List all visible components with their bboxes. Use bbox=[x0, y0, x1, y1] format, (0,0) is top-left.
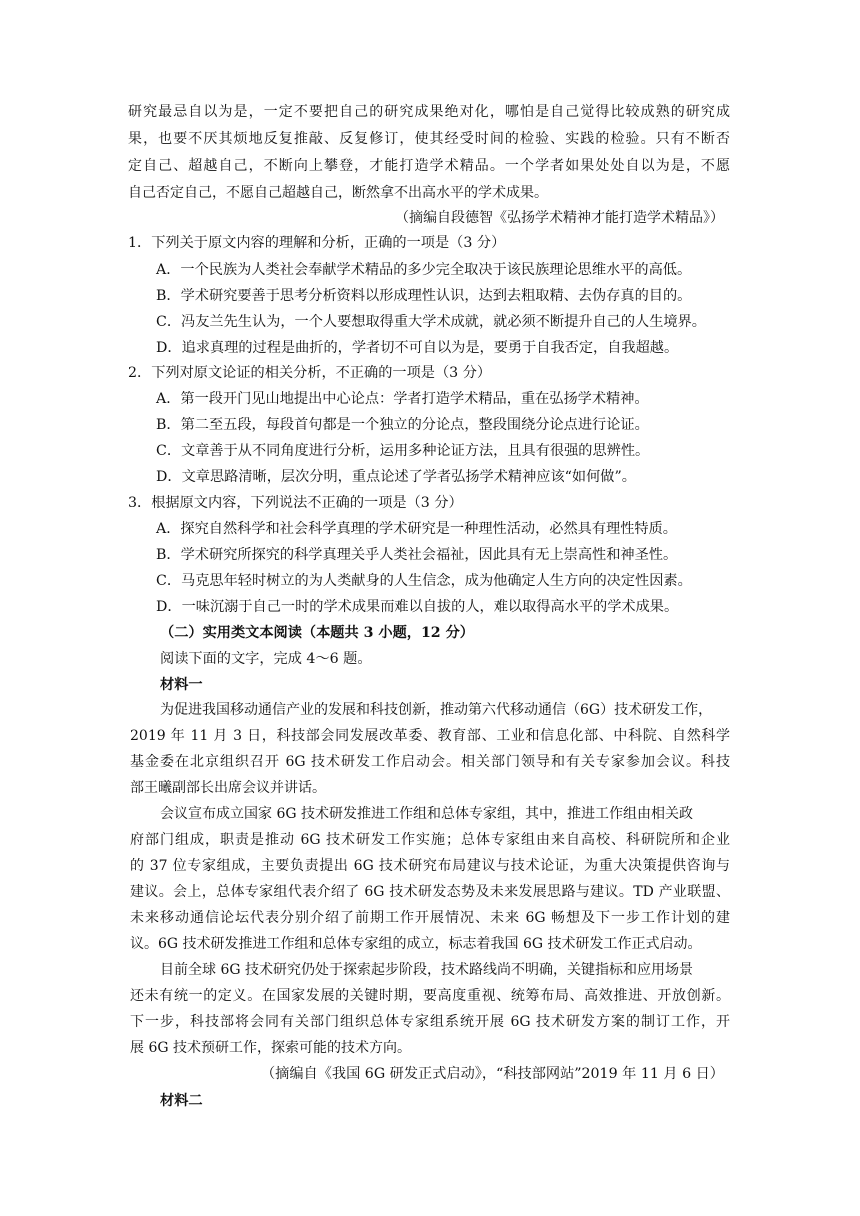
material-label: 材料一 bbox=[160, 677, 203, 693]
material1-para1-line: 为促进我国移动通信产业的发展和科技创新，推动第六代移动通信（6G）技术研发工作， bbox=[160, 702, 713, 718]
question-option-c: C．冯友兰先生认为，一个人要想取得重大学术成就，就必须不断提升自己的人生境界。 bbox=[156, 314, 706, 330]
question-option-a: A．探究自然科学和社会科学真理的学术研究是一种理性活动，必然具有理性特质。 bbox=[156, 521, 677, 537]
material1-para2-line: 建议。会上，总体专家组代表介绍了 6G 技术研发态势及未来发展思路与建议。TD 产业联盟、 bbox=[130, 884, 730, 900]
passage1-line: 定自己、超越自己，不断向上攀登，才能打造学术精品。一个学者如果处处自以为是，不愿 bbox=[128, 158, 730, 174]
section-heading: （二）实用类文本阅读（本题共 3 小题，12 分） bbox=[160, 625, 474, 641]
passage1-line: 研究最忌自以为是，一定不要把自己的研究成果绝对化，哪怕是自己觉得比较成熟的研究成 bbox=[128, 104, 730, 120]
material1-para1-line: 部王曦副部长出席会议并讲话。 bbox=[130, 780, 326, 796]
material1-para3-line: 下一步，科技部将会同有关部门组织总体专家组系统开展 6G 技术研发方案的制订工作，开 bbox=[130, 1014, 730, 1030]
question-option-c: C．马克思年轻时树立的为人类献身的人生信念，成为他确定人生方向的决定性因素。 bbox=[156, 573, 692, 589]
material-label: 材料二 bbox=[160, 1093, 203, 1109]
question-stem: 1．下列关于原文内容的理解和分析，正确的一项是（3 分） bbox=[128, 235, 506, 251]
question-option-b: B．学术研究所探究的科学真理关乎人类社会福祉，因此具有无上崇高性和神圣性。 bbox=[156, 547, 678, 563]
passage1-line: 果，也要不厌其烦地反复推敲、反复修订，使其经受时间的检验、实践的检验。只有不断否 bbox=[128, 131, 730, 147]
material1-para2-line: 会议宣布成立国家 6G 技术研发推进工作组和总体专家组，其中，推进工作组由相关政 bbox=[160, 806, 693, 822]
passage1-source: （摘编自段德智《弘扬学术精神才能打造学术精品》） bbox=[395, 210, 724, 226]
material1-para2-line: 府部门组成，职责是推动 6G 技术研发工作实施；总体专家组由来自高校、科研院所和企业 bbox=[130, 832, 730, 848]
question-stem: 3．根据原文内容，下列说法不正确的一项是（3 分） bbox=[128, 495, 463, 511]
question-option-d: D．文章思路清晰，层次分明，重点论述了学者弘扬学术精神应该“如何做”。 bbox=[156, 469, 636, 485]
material1-para2-line: 未来移动通信论坛代表分别介绍了前期工作开展情况、未来 6G 畅想及下一步工作计划的建 bbox=[130, 910, 730, 926]
material1-para2-line: 的 37 位专家组成，主要负责提出 6G 技术研究布局建议与技术论证，为重大决策提供咨询与 bbox=[130, 858, 730, 874]
question-option-b: B．第二至五段，每段首句都是一个独立的分论点，整段围绕分论点进行论证。 bbox=[156, 417, 649, 433]
material1-source: （摘编自《我国 6G 研发正式启动》，“科技部网站”2019 年 11 月 6 日） bbox=[260, 1066, 724, 1082]
material1-para2-line: 议。6G 技术研发推进工作组和总体专家组的成立，标志着我国 6G 技术研发工作正式启动。 bbox=[130, 936, 702, 952]
question-option-d: D．追求真理的过程是曲折的，学者切不可自以为是，要勇于自我否定，自我超越。 bbox=[156, 340, 679, 356]
material1-para1-line: 2019 年 11 月 3 日，科技部会同发展改革委、教育部、工业和信息化部、中科院、自然科学 bbox=[130, 728, 730, 744]
material1-para3-line: 目前全球 6G 技术研究仍处于探索起步阶段，技术路线尚不明确，关键指标和应用场景 bbox=[160, 962, 693, 978]
question-option-a: A．第一段开门见山地提出中心论点：学者打造学术精品，重在弘扬学术精神。 bbox=[156, 391, 649, 407]
question-stem: 2．下列对原文论证的相关分析，不正确的一项是（3 分） bbox=[128, 365, 492, 381]
question-option-b: B．学术研究要善于思考分析资料以形成理性认识，达到去粗取精、去伪存真的目的。 bbox=[156, 288, 692, 304]
material1-para1-line: 基金委在北京组织召开 6G 技术研发工作启动会。相关部门领导和有关专家参加会议。科技 bbox=[130, 754, 730, 770]
material1-para3-line: 展 6G 技术预研工作，探索可能的技术方向。 bbox=[130, 1040, 411, 1056]
section-instruction: 阅读下面的文字，完成 4～6 题。 bbox=[160, 651, 372, 667]
passage1-line: 自己否定自己，不愿自己超越自己，断然拿不出高水平的学术成果。 bbox=[128, 185, 548, 201]
question-option-a: A．一个民族为人类社会奉献学术精品的多少完全取决于该民族理论思维水平的高低。 bbox=[156, 262, 692, 278]
material1-para3-line: 还未有统一的定义。在国家发展的关键时期，要高度重视、统筹布局、高效推进、开放创新。 bbox=[130, 988, 730, 1004]
question-option-d: D．一味沉溺于自己一时的学术成果而难以自拔的人，难以取得高水平的学术成果。 bbox=[156, 599, 679, 615]
question-option-c: C．文章善于从不同角度进行分析，运用多种论证方法，且具有很强的思辨性。 bbox=[156, 443, 650, 459]
